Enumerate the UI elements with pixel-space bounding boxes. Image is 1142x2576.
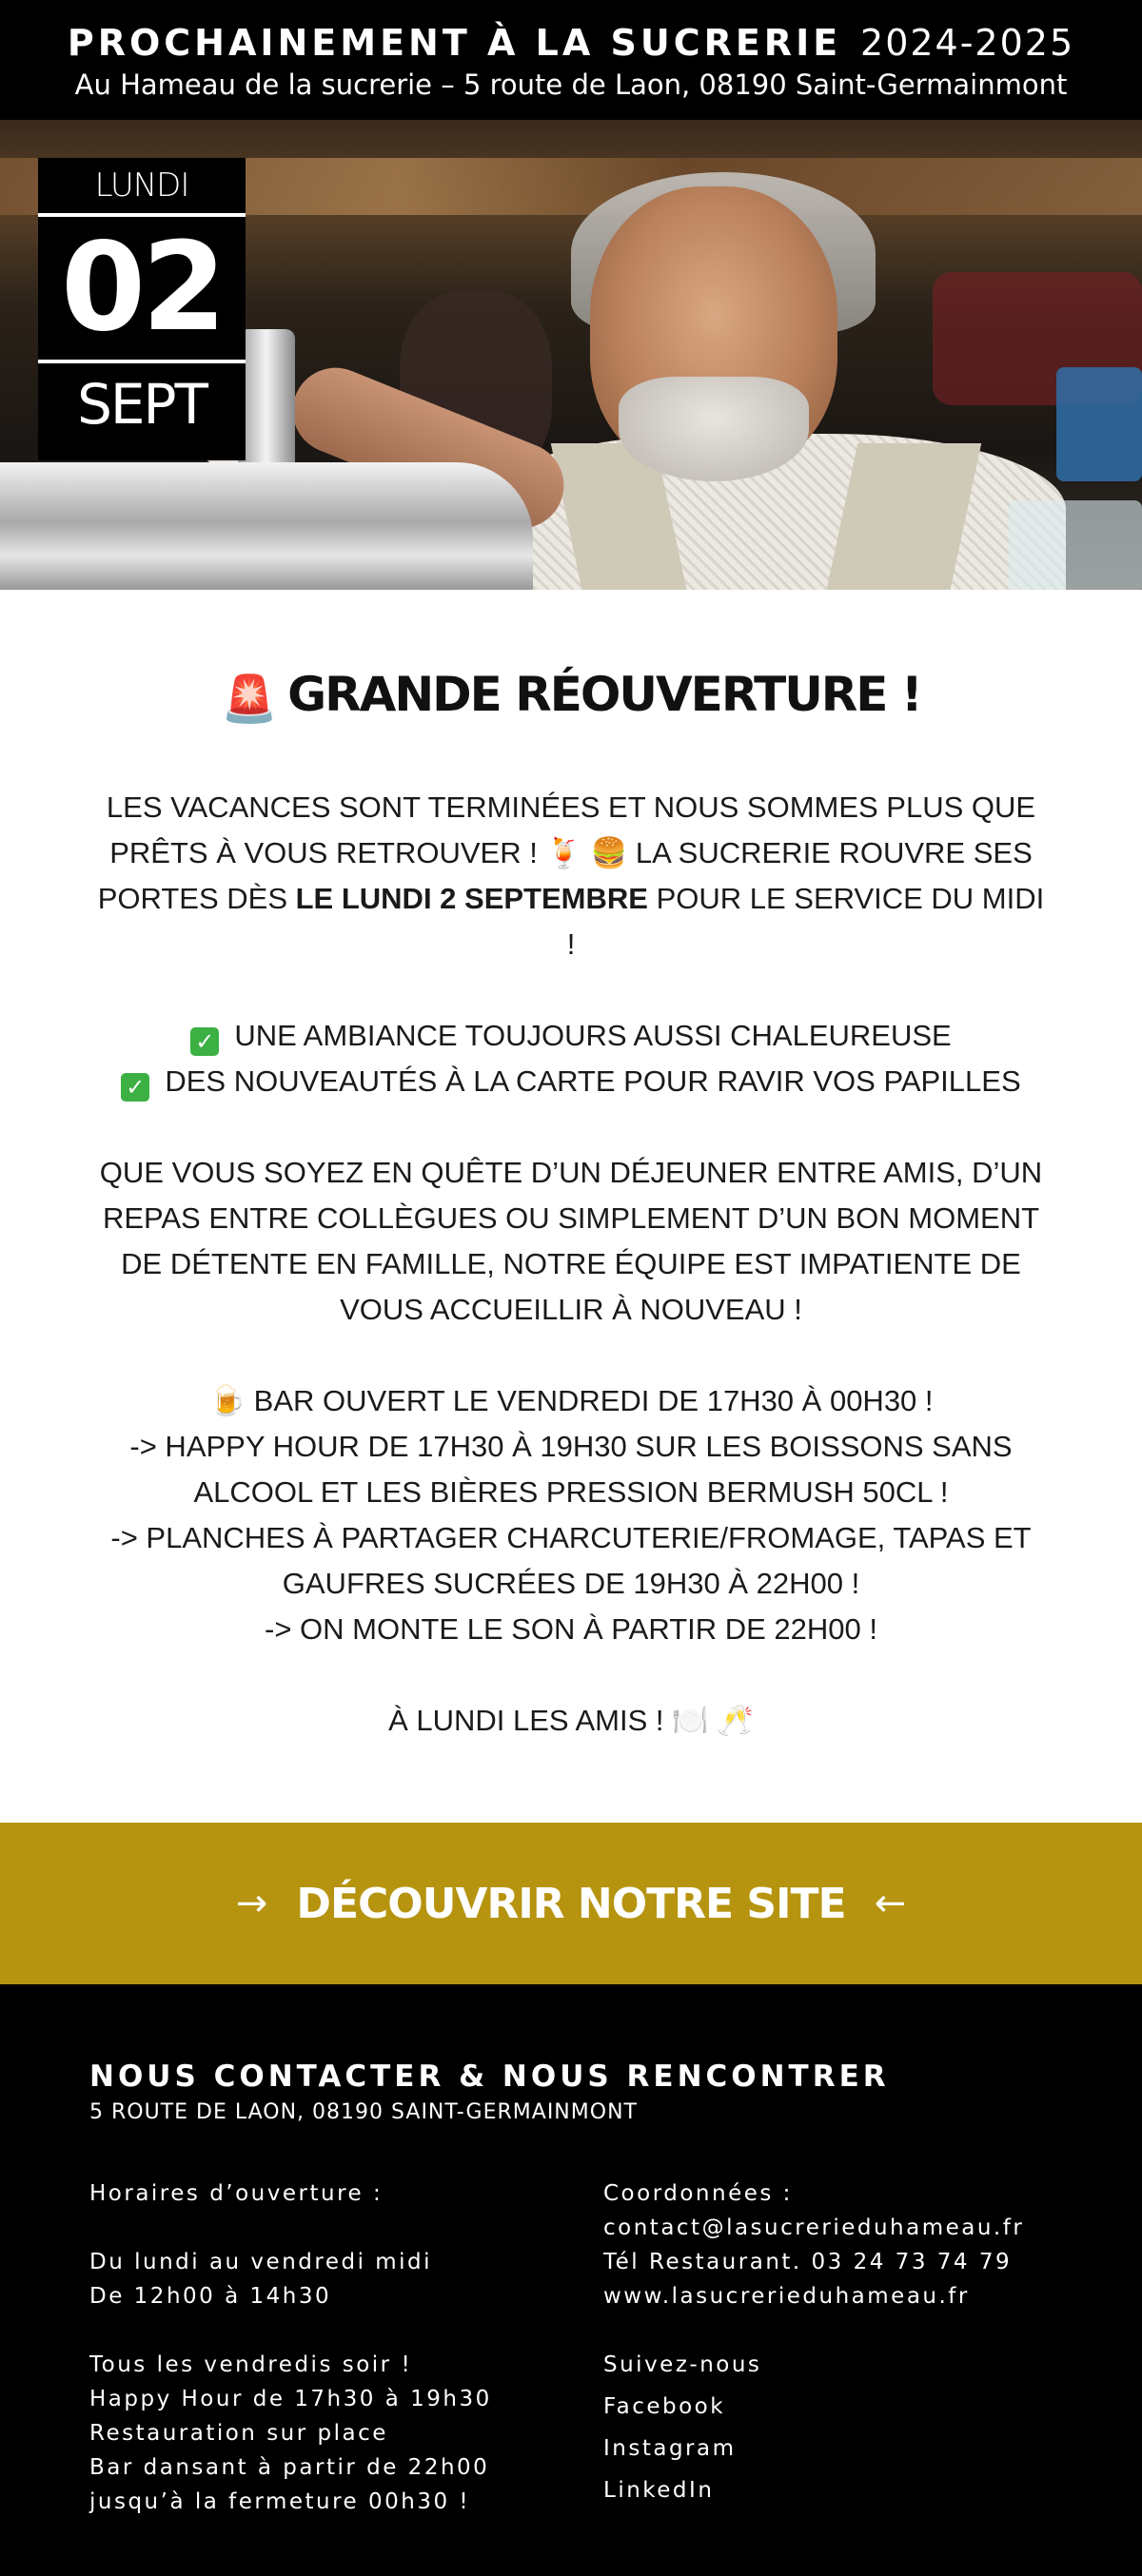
hero-person-beard xyxy=(619,377,809,481)
checklist-item xyxy=(90,1013,1052,1059)
hero-image xyxy=(0,120,1142,590)
bar-info xyxy=(90,1378,1052,1652)
friday-line: Bar dansant à partir de 22h00 xyxy=(89,2455,490,2480)
footer xyxy=(0,1984,1142,2576)
discover-site-button[interactable] xyxy=(0,1823,1142,1984)
header-season: 2024-2025 xyxy=(860,22,1075,64)
checklist-item-text: UNE AMBIANCE TOUJOURS AUSSI CHALEUREUSE xyxy=(234,1019,952,1052)
team-paragraph: QUE VOUS SOYEZ EN QUÊTE D’UN DÉJEUNER ENTRE AMIS, D’UN REPAS ENTRE COLLÈGUES OU SIMPLEMENT D’UN BON MOMENT DE DÉTENTE EN FAMILLE, NOTRE ÉQUIPE EST IMPATIENTE DE VOUS ACCUEILLIR À NOUVEAU ! xyxy=(99,1156,1043,1326)
intro-paragraph xyxy=(90,785,1052,967)
instagram-link[interactable]: Instagram xyxy=(603,2436,737,2461)
header-address: Au Hameau de la sucrerie – 5 route de Laon, 08190 Saint-Germainmont xyxy=(74,68,1068,101)
contact-title: Coordonnées : xyxy=(603,2181,793,2206)
phone-number[interactable]: Tél Restaurant. 03 24 73 74 79 xyxy=(603,2250,1013,2274)
footer-columns xyxy=(89,2176,1142,2519)
facebook-link[interactable]: Facebook xyxy=(603,2394,726,2419)
intro-text-date: LE LUNDI 2 SEPTEMBRE xyxy=(295,882,648,915)
bar-line-happy-hour: -> HAPPY HOUR DE 17H30 À 19H30 SUR LES BOISSONS SANS ALCOOL ET LES BIÈRES PRESSION BERMUSH 50CL ! xyxy=(129,1430,1013,1509)
main-content xyxy=(0,590,1142,1823)
checklist-item xyxy=(90,1059,1052,1104)
siren-icon: 🚨 xyxy=(221,673,277,726)
footer-address: 5 ROUTE DE LAON, 08190 SAINT-GERMAINMONT xyxy=(89,2100,638,2124)
headline xyxy=(0,664,1142,730)
checklist xyxy=(90,1013,1052,1104)
friday-line: Tous les vendredis soir ! xyxy=(89,2352,413,2377)
linkedin-link[interactable]: LinkedIn xyxy=(603,2478,715,2503)
date-day-number: 02 xyxy=(60,217,224,359)
date-day-name: LUNDI xyxy=(94,166,189,205)
intro-text-end: POUR LE SERVICE DU MIDI ! xyxy=(566,882,1045,961)
body-text xyxy=(90,785,1052,1744)
friday-line: jusqu’à la fermeture 00h30 ! xyxy=(89,2489,471,2514)
header-title: PROCHAINEMENT À LA SUCRERIE xyxy=(67,22,842,64)
top-header xyxy=(0,0,1142,120)
website-link[interactable]: www.lasucrerieduhameau.fr xyxy=(603,2284,970,2309)
date-badge xyxy=(38,158,246,460)
checklist-item-text: DES NOUVEAUTÉS À LA CARTE POUR RAVIR VOS PAPILLES xyxy=(165,1064,1021,1098)
header-title-line xyxy=(0,21,1142,66)
headline-text: GRANDE RÉOUVERTURE ! xyxy=(287,667,921,722)
arrow-left-icon: ← xyxy=(874,1882,907,1925)
footer-hours-column xyxy=(89,2176,603,2519)
friday-line: Happy Hour de 17h30 à 19h30 xyxy=(89,2387,492,2411)
footer-contact-column xyxy=(603,2176,1098,2519)
hours-title: Horaires d’ouverture : xyxy=(89,2181,384,2206)
bar-line-food: -> PLANCHES À PARTAGER CHARCUTERIE/FROMAGE, TAPAS ET GAUFRES SUCRÉES DE 19H30 À 22H00 ! xyxy=(110,1521,1032,1600)
intro-text-start: LES VACANCES SONT TERMINÉES ET NOUS SOMMES PLUS QUE PRÊTS À VOUS RETROUVER ! 🍹 🍔 LA SUCRERIE ROUVRE SES PORTES DÈS xyxy=(97,790,1036,915)
hero-bokeh-screen xyxy=(1056,367,1142,481)
follow-title: Suivez-nous xyxy=(603,2352,762,2377)
hours-line: De 12h00 à 14h30 xyxy=(89,2284,332,2309)
friday-line: Restauration sur place xyxy=(89,2421,388,2446)
hero-glass xyxy=(1009,500,1142,590)
date-month: SEPT xyxy=(77,372,207,437)
footer-title: NOUS CONTACTER & NOUS RENCONTRER xyxy=(89,2059,890,2094)
discover-site-label: DÉCOUVRIR NOTRE SITE xyxy=(296,1879,846,1928)
bar-line-music: -> ON MONTE LE SON À PARTIR DE 22H00 ! xyxy=(265,1612,877,1646)
bar-line-hours: 🍺 BAR OUVERT LE VENDREDI DE 17H30 À 00H30 ! xyxy=(208,1384,934,1417)
hero-beer-tap xyxy=(0,462,533,590)
check-icon: ✓ xyxy=(121,1073,149,1102)
arrow-right-icon: → xyxy=(235,1882,268,1925)
closing-line: À LUNDI LES AMIS ! 🍽️ 🥂 xyxy=(388,1704,754,1737)
check-icon: ✓ xyxy=(190,1027,219,1056)
email-link[interactable]: contact@lasucrerieduhameau.fr xyxy=(603,2215,1025,2240)
hours-line: Du lundi au vendredi midi xyxy=(89,2250,433,2274)
